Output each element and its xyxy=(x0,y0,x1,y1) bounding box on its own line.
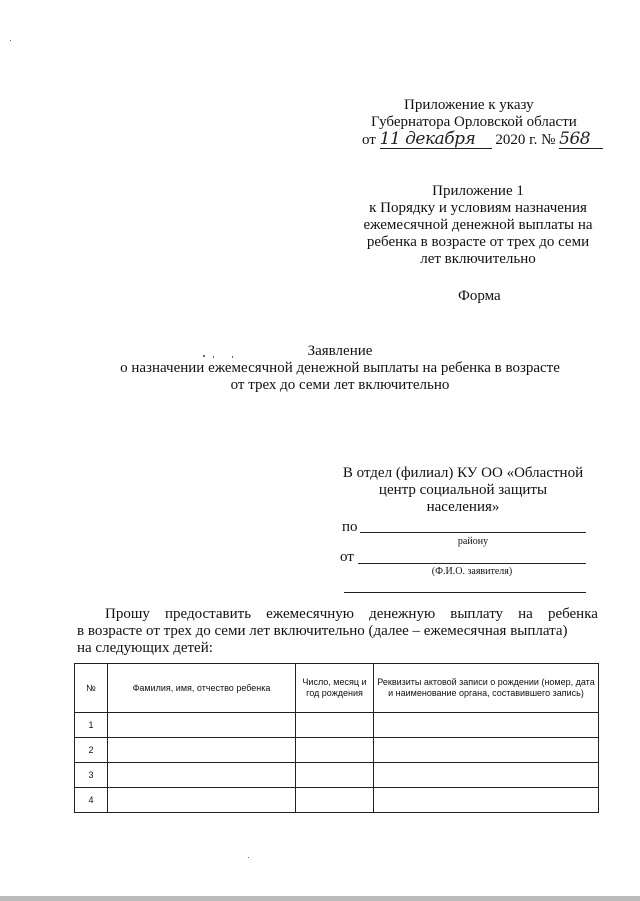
request-paragraph xyxy=(77,606,598,657)
request-word: Прошу xyxy=(105,606,150,622)
addressee-line-3: населения» xyxy=(426,499,500,515)
birth-date-cell[interactable] xyxy=(296,788,374,813)
table-row xyxy=(75,738,599,763)
form-label: Форма xyxy=(458,288,501,304)
row-number-cell: 2 xyxy=(75,738,108,763)
addressee-line-1: В отдел (филиал) КУ ОО «Областной xyxy=(342,465,584,481)
applicant-name-line[interactable] xyxy=(358,563,586,564)
request-word: выплату xyxy=(450,606,504,622)
district-prefix-label: по xyxy=(342,519,358,535)
document-title xyxy=(60,343,620,394)
district-input-line[interactable] xyxy=(360,532,586,533)
request-word: ребенка xyxy=(547,606,598,622)
district-caption: району xyxy=(457,536,489,547)
table-row xyxy=(75,713,599,738)
appendix-line-1: Приложение 1 xyxy=(432,183,524,199)
date-prefix: от xyxy=(362,132,376,148)
child-name-cell[interactable] xyxy=(108,713,296,738)
title-line-3: от трех до семи лет включительно xyxy=(230,377,450,393)
birth-date-cell[interactable] xyxy=(296,713,374,738)
scan-bottom-edge xyxy=(0,896,640,901)
request-word: предоставить xyxy=(164,606,252,622)
children-table xyxy=(74,663,599,813)
governor-label: Губернатора Орловской области xyxy=(371,114,577,130)
scan-speck xyxy=(232,356,233,358)
table-row xyxy=(75,788,599,813)
birth-record-cell[interactable] xyxy=(374,713,599,738)
child-name-cell[interactable] xyxy=(108,738,296,763)
scan-speck xyxy=(213,356,214,358)
appendix-block xyxy=(350,183,606,268)
birth-record-cell[interactable] xyxy=(374,763,599,788)
row-number-cell: 3 xyxy=(75,763,108,788)
column-header-number: № xyxy=(75,664,108,713)
title-line-2: о назначении ежемесячной денежной выплаты на ребенка в возрасте xyxy=(120,360,560,376)
birth-record-cell[interactable] xyxy=(374,738,599,763)
scan-speck xyxy=(248,857,249,858)
column-header-birth-record: Реквизиты актовой записи о рождении (номер, дата и наименование органа, составившего запись) xyxy=(374,664,599,713)
scan-speck xyxy=(203,355,205,357)
appendix-line-3: ежемесячной денежной выплаты на xyxy=(363,217,593,233)
applicant-caption: (Ф.И.О. заявителя) xyxy=(431,566,513,577)
title-line-1: Заявление xyxy=(307,343,373,359)
child-name-cell[interactable] xyxy=(108,763,296,788)
handwritten-date: 11 декабря xyxy=(380,131,492,149)
row-number-cell: 1 xyxy=(75,713,108,738)
column-header-child-name: Фамилия, имя, отчество ребенка xyxy=(108,664,296,713)
handwritten-number: 568 xyxy=(559,131,603,149)
decree-appendix-label: Приложение к указу xyxy=(404,97,534,113)
birth-date-cell[interactable] xyxy=(296,763,374,788)
request-line-3: на следующих детей: xyxy=(77,640,213,656)
appendix-line-5: лет включительно xyxy=(420,251,536,267)
table-row xyxy=(75,763,599,788)
request-line-2: в возрасте от трех до семи лет включительно (далее – ежемесячная выплата) xyxy=(77,623,568,639)
request-word: ежемесячную xyxy=(266,606,354,622)
applicant-prefix-label: от xyxy=(340,549,354,565)
request-line-1 xyxy=(77,606,598,623)
request-word: денежную xyxy=(369,606,436,622)
request-word: на xyxy=(518,606,533,622)
appendix-line-2: к Порядку и условиям назначения xyxy=(369,200,587,216)
applicant-extra-line[interactable] xyxy=(344,592,586,593)
column-header-birth-date: Число, месяц и год рождения xyxy=(296,664,374,713)
table-header-row xyxy=(75,664,599,713)
birth-date-cell[interactable] xyxy=(296,738,374,763)
addressee-block xyxy=(336,465,590,516)
decree-date-line xyxy=(362,131,603,149)
addressee-line-2: центр социальной защиты xyxy=(378,482,548,498)
birth-record-cell[interactable] xyxy=(374,788,599,813)
scan-speck xyxy=(10,40,11,41)
child-name-cell[interactable] xyxy=(108,788,296,813)
row-number-cell: 4 xyxy=(75,788,108,813)
date-year-label: 2020 г. № xyxy=(495,132,556,148)
appendix-line-4: ребенка в возрасте от трех до семи xyxy=(366,234,590,250)
